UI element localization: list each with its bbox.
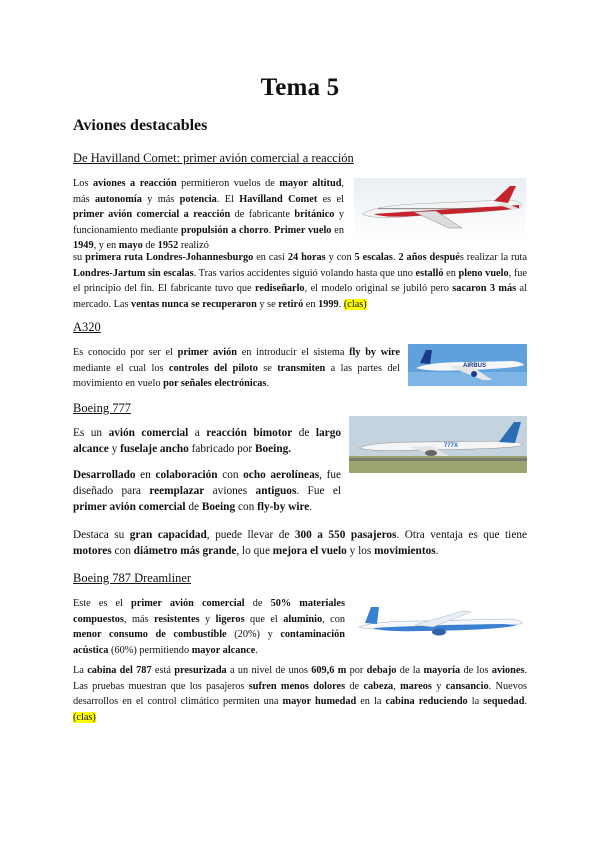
bold-text: menor consumo de combustible xyxy=(73,629,227,640)
text-run: , más xyxy=(123,613,154,625)
bold-text: Boeing xyxy=(201,501,236,513)
bold-text: primer avión comercial xyxy=(131,598,245,609)
bold-text: mayor alcance xyxy=(191,644,256,656)
bold-text: retiró xyxy=(278,298,304,310)
bold-text: 1952 xyxy=(157,240,179,251)
class-note-highlight: (clas) xyxy=(73,711,96,723)
text-run: . xyxy=(392,252,399,263)
text-run: a un nivel de unos xyxy=(226,665,312,676)
bold-text: fuselaje ancho xyxy=(120,443,189,455)
bold-text: pleno vuelo xyxy=(458,267,509,279)
text-run: La xyxy=(73,665,88,676)
section-heading-b777: Boeing 777 xyxy=(73,401,131,415)
text-run: y más xyxy=(141,193,180,205)
bold-text: Primer vuelo xyxy=(273,224,332,236)
bold-text: controles del piloto xyxy=(168,362,258,374)
text-run: y xyxy=(431,680,446,692)
bold-text: sequedad xyxy=(483,696,525,707)
text-run: (60%) permitiendo xyxy=(108,644,192,656)
bold-text: rediseñarlo xyxy=(255,283,305,294)
bold-text: mayo xyxy=(118,240,143,251)
bold-text: 1949 xyxy=(73,240,94,251)
text-run: en la xyxy=(356,696,386,707)
text-run: por xyxy=(346,665,367,676)
bold-text: primera ruta Londres-Johannesburgo xyxy=(85,252,254,263)
bold-text: fly by wire xyxy=(349,347,401,358)
text-run: en xyxy=(135,469,156,481)
bold-text: por señales electrónicas xyxy=(163,378,267,389)
bold-text: colaboración xyxy=(155,469,218,481)
bold-text: movimientos xyxy=(374,545,436,557)
text-run: se xyxy=(257,362,278,374)
text-run: es el xyxy=(317,193,344,205)
text-run: , fue el principio del fin. El fabricante tuvo que xyxy=(73,267,527,294)
text-run: y con xyxy=(325,252,355,263)
text-run: , fue diseñado para xyxy=(73,469,341,497)
text-run: . xyxy=(266,378,270,389)
bold-text: 300 a 550 pasajeros xyxy=(294,529,397,541)
text-run: fabricado por xyxy=(188,443,255,455)
text-run: Es un xyxy=(73,427,109,439)
bold-text: cabina del 787 xyxy=(87,665,152,676)
text-run: . Nuevos desarrollos en el control climático permiten una xyxy=(73,680,528,707)
text-run: , xyxy=(393,680,401,692)
comet-paragraph-2 xyxy=(73,250,527,312)
text-run: su xyxy=(73,252,86,263)
text-run: en casi xyxy=(253,252,288,263)
bold-text: aluminio xyxy=(283,613,323,625)
bold-text: cansancio xyxy=(445,680,489,692)
bold-text: reacción bimotor xyxy=(206,427,293,439)
bold-text: sacaron 3 más xyxy=(452,283,517,294)
bold-text: mejora el vuelo xyxy=(272,545,347,557)
bold-text: 50% materiales compuestos xyxy=(73,598,345,625)
text-run: . El xyxy=(216,193,240,205)
page-title: Tema 5 xyxy=(260,74,340,101)
section-heading-a320: A320 xyxy=(73,320,101,334)
a320-photo xyxy=(408,344,527,386)
text-run: y xyxy=(199,613,216,625)
text-run: s realizar la ruta xyxy=(459,252,527,263)
bold-text: debajo xyxy=(366,665,397,676)
bold-text: 24 horas xyxy=(287,252,326,263)
bold-text: motores xyxy=(73,545,112,557)
text-run: de xyxy=(345,680,364,692)
bold-text: potencia xyxy=(179,193,217,205)
text-run: , el modelo original se jubiló pero xyxy=(304,283,453,294)
bold-text: 2 años despué xyxy=(398,252,460,263)
text-run: , lo que xyxy=(236,545,273,557)
bold-text: mayor humedad xyxy=(282,696,357,707)
bold-text: primer avión xyxy=(177,347,238,358)
text-run: de xyxy=(292,427,316,439)
text-run: a las partes del movimiento en vuelo xyxy=(73,362,400,389)
page-subtitle: Aviones destacables xyxy=(73,117,208,134)
text-run: , y en xyxy=(93,240,119,251)
bold-text: Boeing. xyxy=(254,443,292,455)
text-run: . Otra ventaja es que tiene xyxy=(396,529,527,541)
bold-text: primer avión comercial a reacción xyxy=(73,209,231,220)
bold-text: reemplazar xyxy=(149,485,205,497)
text-run: está xyxy=(151,665,175,676)
bold-text: gran capacidad xyxy=(129,529,207,541)
text-run: realizó xyxy=(178,240,209,251)
text-run: con xyxy=(235,501,258,513)
section-heading-comet: De Havilland Comet: primer avión comercial a reacción xyxy=(73,151,354,165)
text-run: en xyxy=(443,267,459,279)
text-run: . Tras varios accidentes siguió volando hasta que uno xyxy=(193,267,416,279)
b777-paragraph-2 xyxy=(73,467,341,515)
text-run: a xyxy=(188,427,207,439)
b787-paragraph-2 xyxy=(73,663,527,725)
bold-text: contaminación acústica xyxy=(73,629,345,656)
bold-text: fly-by wire xyxy=(257,501,310,513)
text-run: la xyxy=(467,696,484,707)
bold-text: diámetro más grande xyxy=(133,545,237,557)
text-run: . Fue el xyxy=(296,485,341,497)
text-run: Los xyxy=(73,178,93,189)
text-run: , con xyxy=(322,613,346,625)
svg-text:AIRBUS: AIRBUS xyxy=(463,363,487,369)
text-run: . xyxy=(524,696,528,707)
bold-text: aviones a reacción xyxy=(92,178,177,189)
text-run: en xyxy=(303,298,319,310)
text-run: . xyxy=(268,224,274,236)
text-run: y los xyxy=(346,545,375,557)
text-run: (20%) y xyxy=(226,629,281,640)
b787-paragraph-1 xyxy=(73,596,345,658)
bold-text: Desarrollado xyxy=(73,469,136,481)
bold-text: ocho aerolíneas xyxy=(243,469,320,481)
bold-text: ventas nunca se recuperaron xyxy=(131,298,257,310)
bold-text: sufren menos dolores xyxy=(248,680,346,692)
bold-text: largo alcance xyxy=(73,427,341,455)
bold-text: transmiten xyxy=(277,362,326,374)
text-run: y se xyxy=(256,298,279,310)
b777-paragraph-3 xyxy=(73,527,527,559)
class-note-highlight: (clas) xyxy=(343,298,367,310)
bold-text: ligeros xyxy=(215,613,245,625)
bold-text: presurizada xyxy=(174,665,227,676)
text-run: mediante el cual los xyxy=(73,362,169,374)
text-run: en xyxy=(331,224,344,236)
text-run: de fabricante xyxy=(230,209,295,220)
bold-text: 1999 xyxy=(318,298,339,310)
text-run: con xyxy=(217,469,244,481)
text-run: aviones xyxy=(204,485,256,497)
text-run: . xyxy=(255,644,258,656)
text-run: Destaca su xyxy=(73,529,130,541)
text-run: Este es el xyxy=(73,598,132,609)
text-run: de la xyxy=(396,665,424,676)
text-run: . Las pruebas muestran que los pasajeros xyxy=(73,665,528,692)
bold-text: propulsión a chorro xyxy=(180,224,269,236)
section-heading-b787: Boeing 787 Dreamliner xyxy=(73,571,192,585)
bold-text: antiguos xyxy=(255,485,297,497)
bold-text: estalló xyxy=(415,267,444,279)
bold-text: británico xyxy=(294,209,335,220)
b777-paragraph-1 xyxy=(73,425,341,457)
bold-text: resistentes xyxy=(153,613,200,625)
text-run: que el xyxy=(244,613,284,625)
b787-photo xyxy=(353,597,527,651)
comet-paragraph-1 xyxy=(73,176,344,254)
bold-text: mayor altitud xyxy=(279,178,342,189)
text-run: y xyxy=(108,443,121,455)
bold-text: cabeza xyxy=(363,680,394,692)
text-run: Es conocido por ser el xyxy=(73,347,178,358)
bold-text: Londres-Jartum sin escalas xyxy=(73,267,194,279)
bold-text: primer avión comercial xyxy=(73,501,186,513)
comet-photo xyxy=(354,178,526,239)
bold-text: Havilland Comet xyxy=(239,193,318,205)
text-run: y funcionamiento mediante xyxy=(73,209,344,236)
text-run: de xyxy=(244,598,271,609)
a320-paragraph-1 xyxy=(73,345,400,392)
text-run: . xyxy=(435,545,439,557)
text-run: de los xyxy=(460,665,492,676)
bold-text: 609,6 m xyxy=(311,665,347,676)
bold-text: autonomía xyxy=(94,193,142,205)
bold-text: mareos xyxy=(400,680,432,692)
text-run: con xyxy=(111,545,134,557)
bold-text: 5 escalas xyxy=(354,252,393,263)
b777-photo xyxy=(349,416,527,473)
text-run: permitieron vuelos de xyxy=(176,178,280,189)
bold-text: cabina xyxy=(385,696,415,707)
text-run: . xyxy=(338,298,344,310)
text-run: , puede llevar de xyxy=(206,529,295,541)
text-run: . xyxy=(309,501,313,513)
bold-text: avión comercial xyxy=(108,427,189,439)
text-run: , más xyxy=(73,178,344,205)
svg-text:777X: 777X xyxy=(444,443,459,449)
bold-text: reduciendo xyxy=(414,696,468,707)
text-run: en introducir el sistema xyxy=(237,347,350,358)
text-run: al mercado. Las xyxy=(73,283,527,310)
text-run: de xyxy=(185,501,202,513)
text-run: de xyxy=(142,240,158,251)
bold-text: aviones xyxy=(491,665,525,676)
bold-text: mayoría xyxy=(423,665,461,676)
